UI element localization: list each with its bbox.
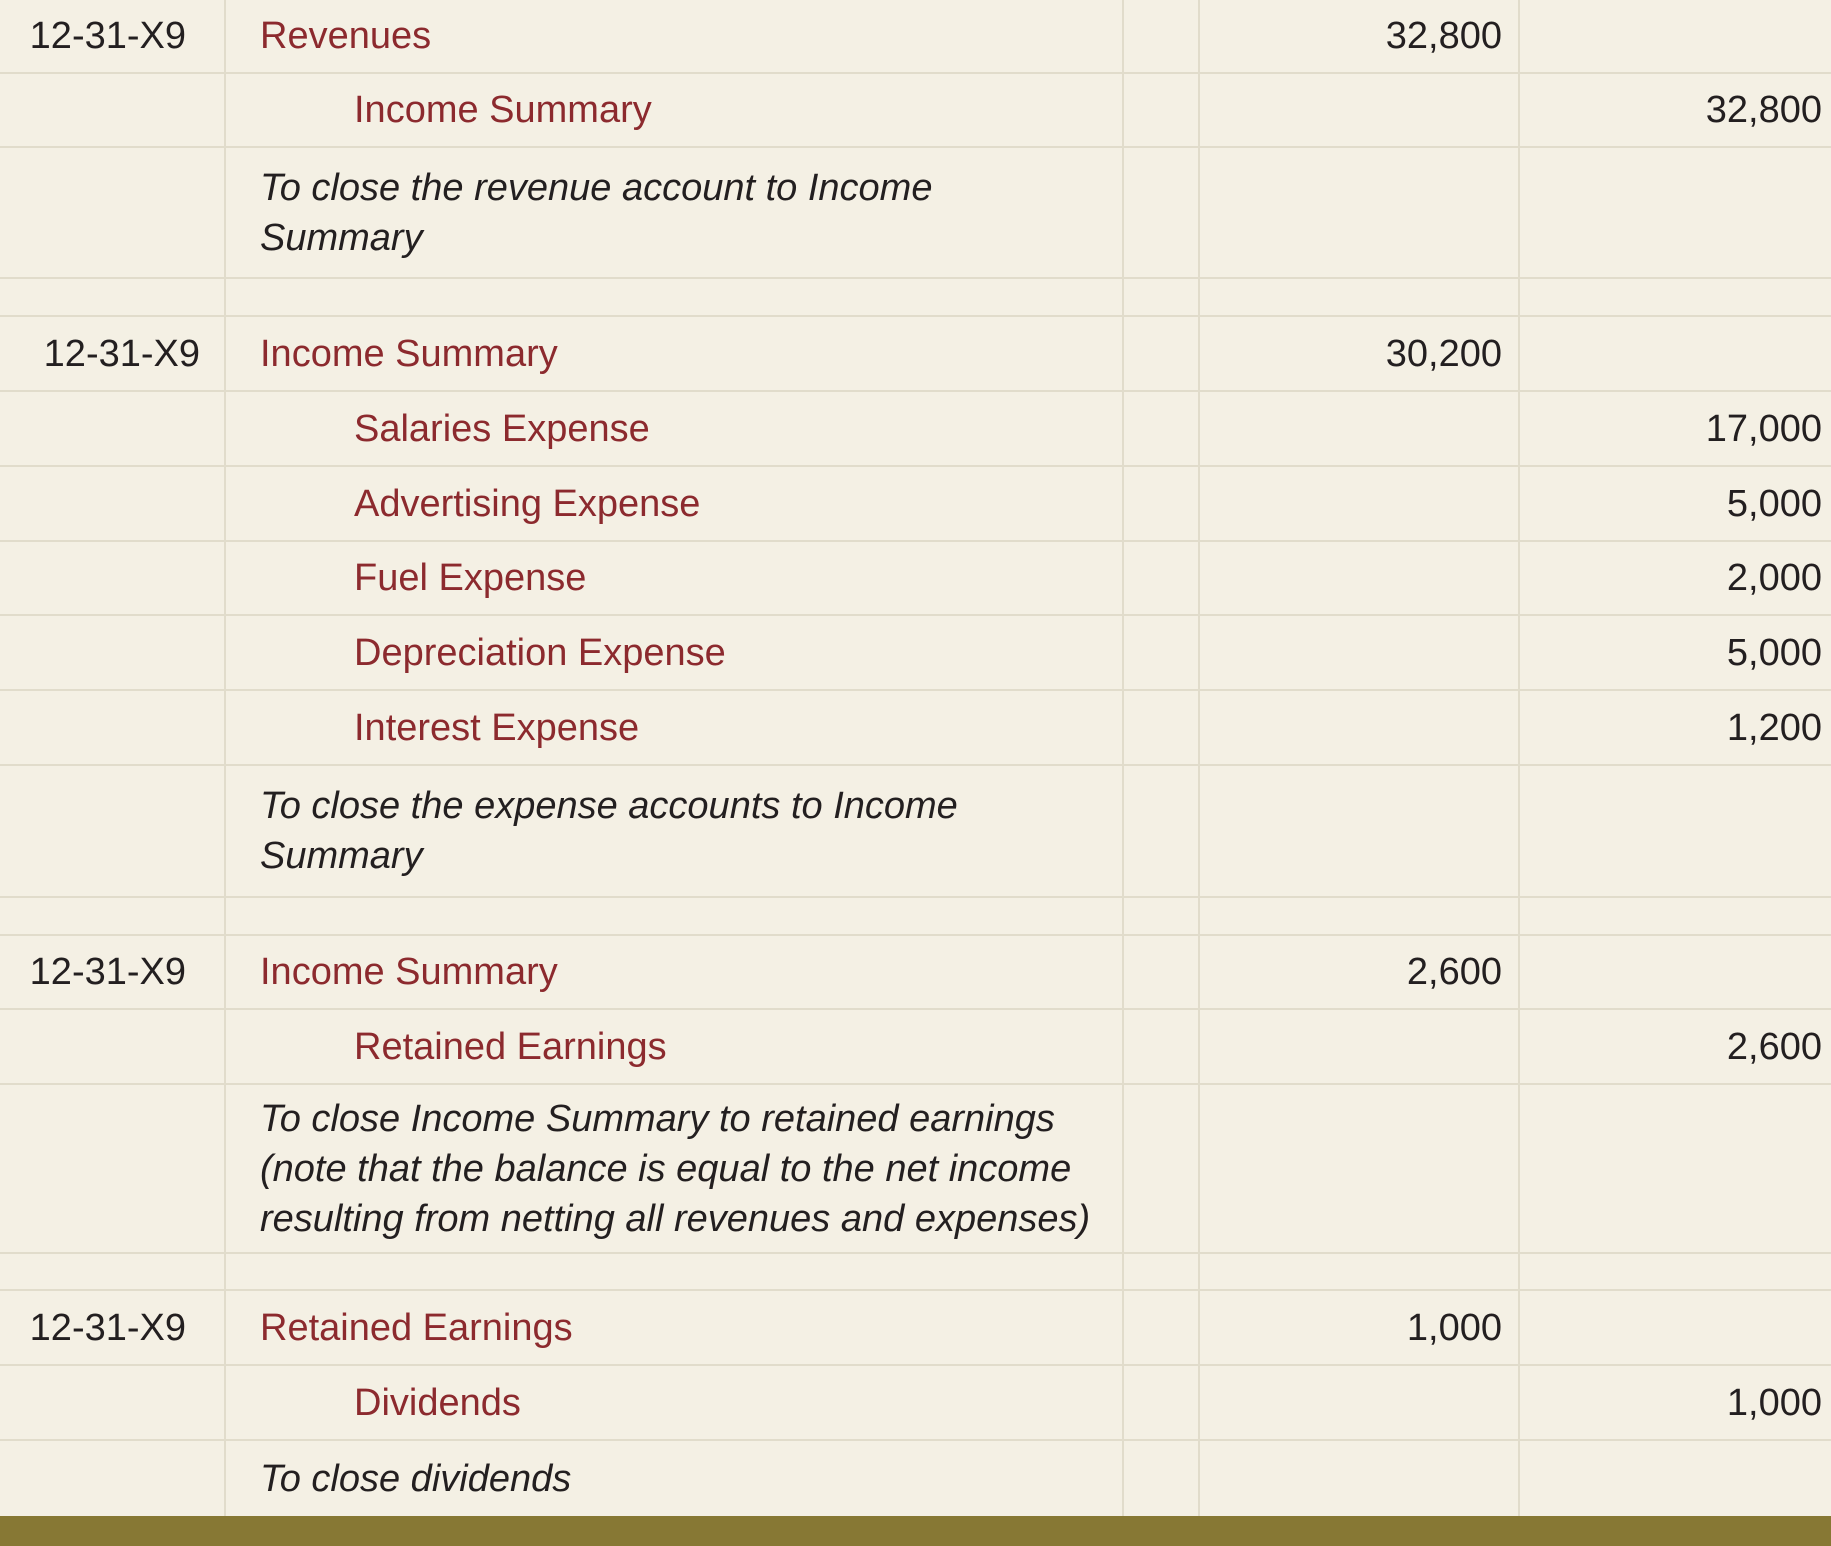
journal-row-debit [0, 317, 1831, 392]
journal-row-debit [0, 936, 1831, 1010]
footer-bar [0, 1516, 1831, 1546]
credit-amount: 5,000 [1726, 631, 1822, 674]
journal-row-credit [0, 467, 1831, 542]
journal-row-spacer [0, 279, 1831, 317]
journal-row-debit [0, 0, 1831, 74]
journal-row-memo [0, 1085, 1831, 1254]
credit-amount: 32,800 [1705, 89, 1822, 131]
credit-account: Retained Earnings [354, 1025, 667, 1068]
memo-line: (note that the balance is equal to the net income [260, 1147, 1072, 1190]
memo-line: To close Income Summary to retained earnings [260, 1097, 1055, 1140]
entry-memo [260, 1441, 1120, 1516]
entry-memo [260, 766, 1120, 896]
credit-amount: 5,000 [1726, 482, 1822, 525]
debit-amount: 2,600 [1406, 951, 1502, 993]
journal-row-memo [0, 766, 1831, 898]
debit-account: Revenues [260, 15, 432, 57]
debit-amount: 30,200 [1385, 332, 1502, 375]
debit-account: Income Summary [260, 332, 558, 375]
credit-account: Fuel Expense [354, 557, 587, 599]
memo-line: To close the revenue account to Income [260, 166, 933, 209]
credit-amount: 17,000 [1705, 407, 1822, 450]
debit-account: Retained Earnings [260, 1306, 573, 1349]
memo-line: Summary [260, 216, 423, 259]
memo-line: To close the expense accounts to Income [260, 785, 958, 827]
journal-row-memo [0, 148, 1831, 279]
entry-memo [260, 148, 1120, 277]
journal-row-credit [0, 616, 1831, 691]
debit-account: Income Summary [260, 951, 558, 993]
credit-account: Advertising Expense [354, 482, 701, 525]
journal-row-spacer [0, 1254, 1831, 1291]
journal-row-spacer [0, 898, 1831, 936]
entry-date: 12-31-X9 [29, 951, 186, 993]
credit-amount: 1,000 [1726, 1381, 1822, 1424]
entry-date: 12-31-X9 [29, 15, 186, 57]
credit-amount: 1,200 [1726, 706, 1822, 749]
debit-amount: 32,800 [1385, 15, 1502, 57]
memo-line: resulting from netting all revenues and expenses) [260, 1197, 1091, 1240]
journal-row-credit [0, 691, 1831, 766]
journal-row-credit [0, 74, 1831, 148]
journal-row-credit [0, 392, 1831, 467]
credit-account: Salaries Expense [354, 407, 650, 450]
credit-account: Income Summary [354, 89, 652, 131]
credit-account: Interest Expense [354, 706, 640, 749]
journal-row-credit [0, 1010, 1831, 1085]
credit-amount: 2,000 [1726, 557, 1822, 599]
journal-row-credit [0, 1366, 1831, 1441]
credit-amount: 2,600 [1726, 1025, 1822, 1068]
entry-date: 12-31-X9 [29, 1306, 186, 1349]
journal-row-debit [0, 1291, 1831, 1366]
debit-amount: 1,000 [1406, 1306, 1502, 1349]
memo-line: To close dividends [260, 1457, 572, 1500]
entry-memo [260, 1085, 1120, 1252]
entry-date: 12-31-X9 [43, 332, 200, 375]
credit-account: Depreciation Expense [354, 631, 726, 674]
journal-row-memo [0, 1441, 1831, 1516]
credit-account: Dividends [354, 1381, 521, 1424]
memo-line: Summary [260, 835, 423, 877]
journal-row-credit [0, 542, 1831, 616]
